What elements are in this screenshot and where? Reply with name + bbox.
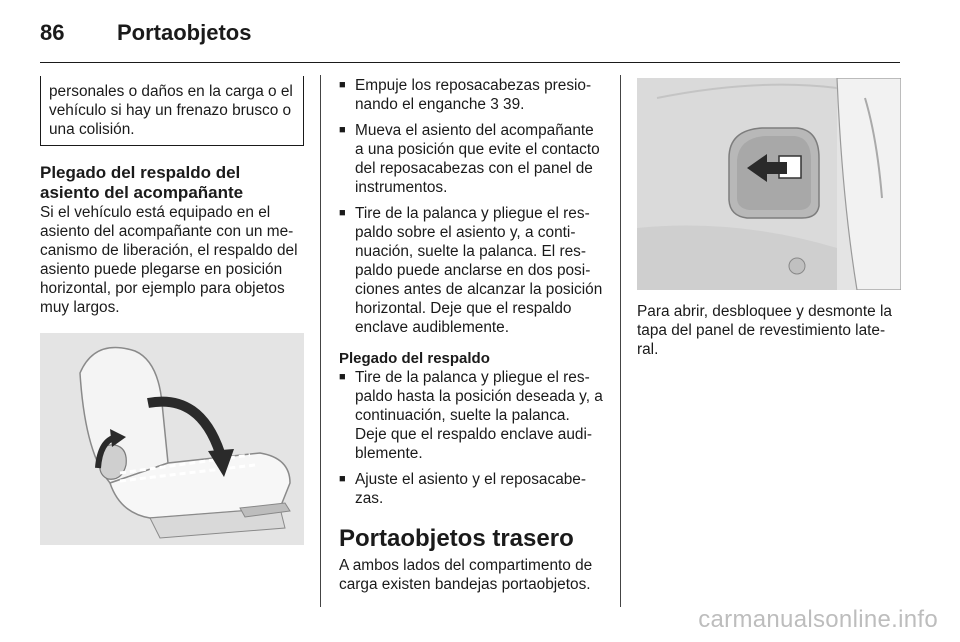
section-heading: Portaobjetos trasero — [339, 525, 574, 552]
list-item: ■ Empuje los reposacabezas presionando el enganche 3 39. — [339, 76, 604, 114]
column-left — [40, 76, 304, 545]
column-middle — [339, 76, 604, 594]
trim-panel-illustration — [637, 78, 901, 290]
page-header — [40, 20, 900, 63]
column-divider — [620, 75, 621, 607]
column-right — [637, 78, 901, 359]
page-title: Portaobjetos — [117, 20, 252, 45]
subheading: Plegado del respaldo — [339, 350, 490, 367]
seat-fold-illustration — [40, 333, 304, 545]
instruction-list — [339, 368, 604, 508]
warning-box — [40, 76, 304, 146]
warning-text: personales o daños en la carga o el vehículo si hay un frenazo brusco o una colisión. — [49, 83, 293, 138]
section-subheading: Plegado del respaldo del asiento del acompañante — [40, 163, 244, 202]
body-paragraph: Si el vehículo está equipado en el asiento del acompañante con un mecanismo de liberación, el respaldo del asiento puede plegarse en posición horizontal, por ejemplo para objetos muy largos. — [40, 204, 298, 316]
instruction-list — [339, 76, 604, 337]
watermark: carmanualsonline.info — [698, 606, 938, 633]
list-item: ■ Ajuste el asiento y el reposacabezas. — [339, 470, 604, 508]
body-paragraph: A ambos lados del compartimento de carga existen bandejas portaobjetos. — [339, 557, 593, 593]
list-item: ■ Mueva el asiento del acompañante a una posición que evite el contacto del reposacabezas con el panel de instrumentos. — [339, 121, 604, 197]
trim-panel-icon — [637, 78, 901, 290]
list-item: ■ Tire de la palanca y pliegue el respaldo sobre el asiento y, a continuación, suelte la palanca. El respaldo puede anclarse en dos posiciones antes de alcanzar la posición horizontal. Deje que el respaldo enclave audiblemente. — [339, 204, 604, 337]
page-number: 86 — [40, 20, 65, 45]
seat-fold-icon — [40, 333, 304, 545]
column-divider — [320, 75, 321, 607]
list-item: ■ Tire de la palanca y pliegue el respaldo hasta la posición deseada y, a continuación, suelte la palanca. Deje que el respaldo enclave audiblemente. — [339, 368, 604, 463]
figure-caption: Para abrir, desbloquee y desmonte la tapa del panel de revestimiento lateral. — [637, 303, 892, 358]
